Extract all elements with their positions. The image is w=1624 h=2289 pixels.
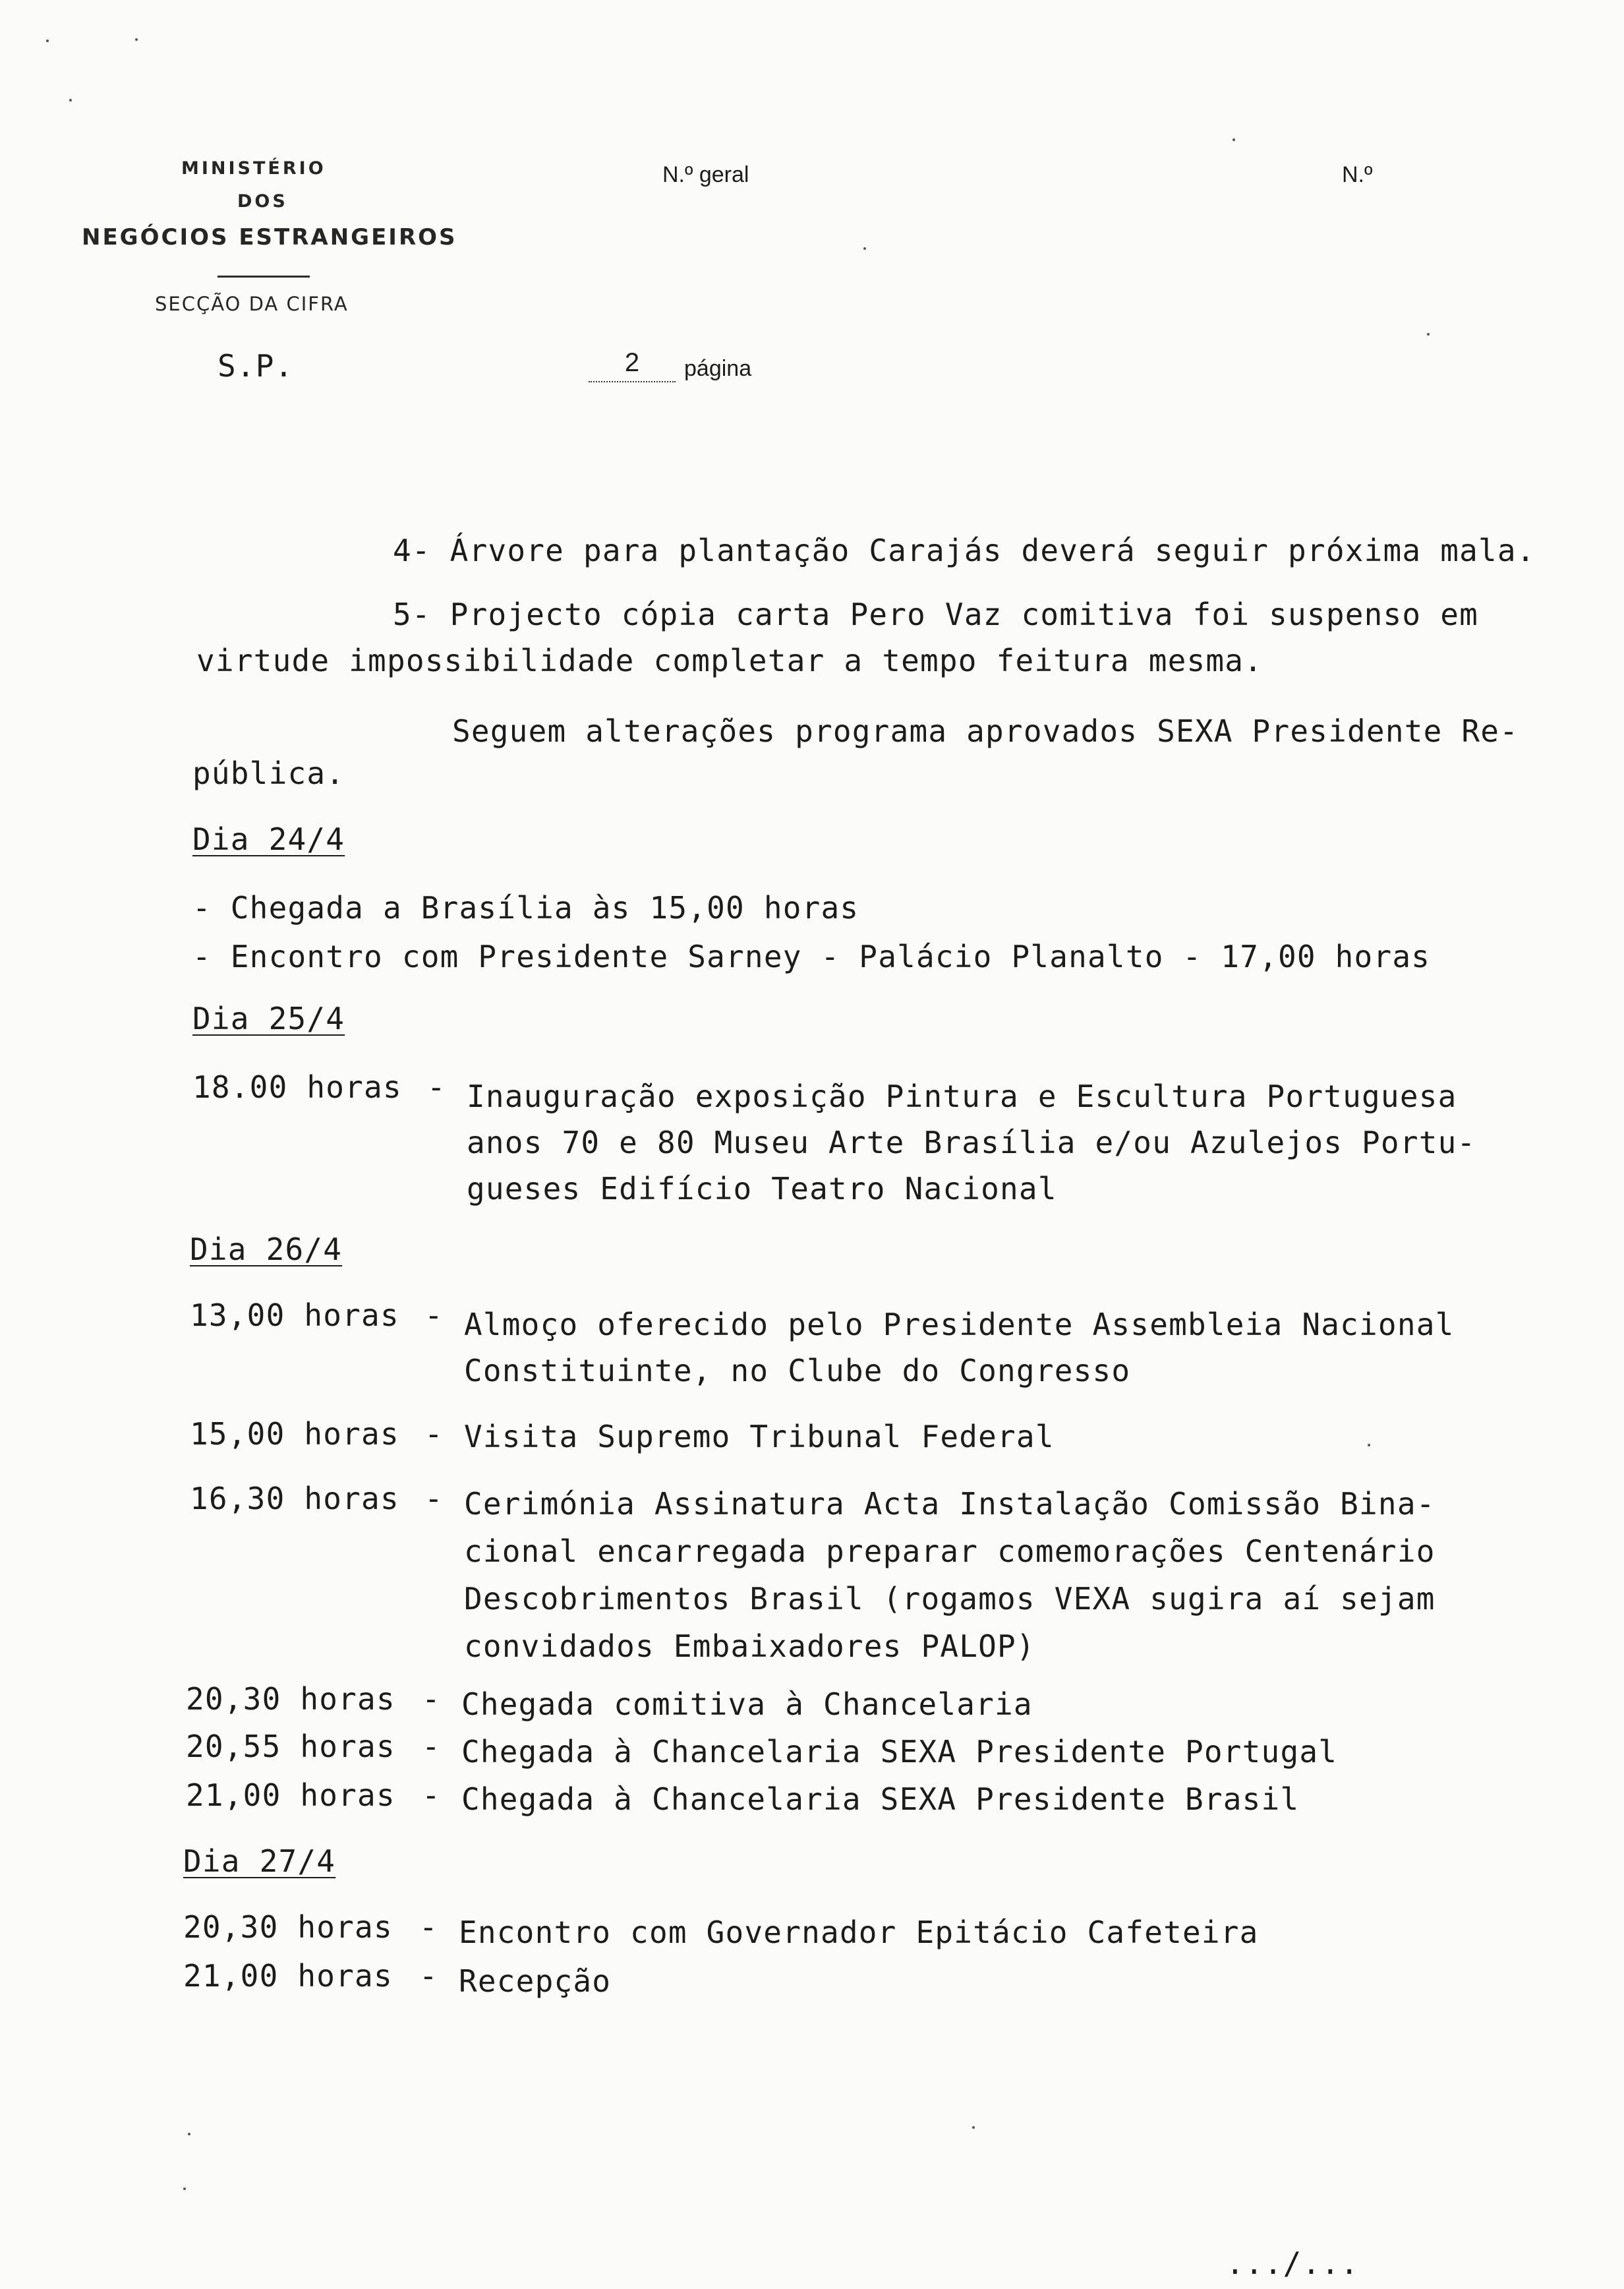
entry-dash: - (422, 1681, 441, 1717)
entry-text: Cerimónia Assinatura Acta Instalação Comissão Bina- (464, 1486, 1436, 1522)
entry-text: Inauguração exposição Pintura e Escultura Portuguesa (467, 1079, 1457, 1114)
entry-text: anos 70 e 80 Museu Arte Brasília e/ou Azulejos Portu- (467, 1125, 1476, 1160)
section-name: SECÇÃO DA CIFRA (155, 293, 349, 315)
entry-dash: - (419, 1909, 438, 1945)
ministry-line-1: MINISTÉRIO (181, 158, 326, 179)
entry-dash: - (422, 1729, 441, 1764)
page-number: 2 (624, 348, 640, 377)
item-4: 4- Árvore para plantação Carajás deverá seguir próxima mala. (393, 533, 1536, 568)
ministry-line-2: DOS (237, 191, 288, 212)
entry-dash: - (424, 1416, 444, 1452)
day-title: Dia 26/4 (190, 1232, 343, 1267)
page-number-field (589, 348, 676, 382)
entry-text: convidados Embaixadores PALOP) (464, 1628, 1035, 1664)
scan-speck (863, 247, 866, 250)
entry-text: Constituinte, no Clube do Congresso (464, 1353, 1131, 1388)
entry-time: 21,00 horas (183, 1958, 393, 1994)
entry-text: cional encarregada preparar comemorações Centenário (464, 1533, 1436, 1569)
entry-text: Recepção (459, 1963, 612, 1999)
entry-text: Almoço oferecido pelo Presidente Assembleia Nacional (464, 1307, 1455, 1342)
entry-time: 18.00 horas (192, 1069, 402, 1105)
scan-speck (1427, 333, 1430, 336)
scan-speck (69, 99, 72, 102)
origin-code: S.P. (218, 348, 294, 384)
day-title: Dia 27/4 (183, 1843, 336, 1879)
geral-label: N.º geral (662, 162, 749, 187)
number-label: N.º (1342, 162, 1373, 187)
schedule-line: - Encontro com Presidente Sarney - Palácio Planalto - 17,00 horas (192, 939, 1431, 974)
day-title: Dia 24/4 (192, 821, 345, 857)
entry-time: 16,30 horas (190, 1481, 399, 1516)
entry-dash: - (424, 1297, 444, 1333)
entry-dash: - (422, 1777, 441, 1813)
entry-time: 15,00 horas (190, 1416, 399, 1452)
scan-speck (1232, 138, 1235, 141)
scan-speck (1368, 1444, 1370, 1446)
scan-speck (135, 38, 138, 41)
entry-text: Encontro com Governador Epitácio Cafeteira (459, 1915, 1259, 1950)
schedule-line: - Chegada a Brasília às 15,00 horas (192, 890, 859, 926)
day-title: Dia 25/4 (192, 1001, 345, 1036)
scan-speck (972, 2126, 975, 2129)
entry-text: Visita Supremo Tribunal Federal (464, 1419, 1055, 1454)
entry-dash: - (419, 1958, 438, 1994)
entry-time: 13,00 horas (190, 1297, 399, 1333)
entry-text: gueses Edifício Teatro Nacional (467, 1171, 1057, 1206)
scan-speck (46, 40, 49, 42)
entry-time: 20,30 horas (186, 1681, 395, 1717)
page-label: página (684, 356, 752, 381)
scan-speck (188, 2133, 190, 2135)
item-5-line-1: 5- Projecto cópia carta Pero Vaz comitiva foi suspenso em (393, 597, 1478, 632)
entry-dash: - (427, 1069, 446, 1105)
letterhead-rule (218, 276, 310, 278)
entry-text: Chegada à Chancelaria SEXA Presidente Portugal (461, 1734, 1338, 1769)
entry-text: Descobrimentos Brasil (rogamos VEXA sugira aí sejam (464, 1581, 1436, 1617)
item-5-line-2: virtude impossibilidade completar a tempo feitura mesma. (196, 643, 1263, 678)
entry-time: 21,00 horas (186, 1777, 395, 1813)
entry-text: Chegada comitiva à Chancelaria (461, 1686, 1033, 1722)
continuation-mark: .../... (1226, 2245, 1360, 2281)
entry-text: Chegada à Chancelaria SEXA Presidente Brasil (461, 1781, 1300, 1817)
entry-dash: - (424, 1481, 444, 1516)
changes-line-1: Seguem alterações programa aprovados SEXA Presidente Re- (452, 713, 1519, 749)
entry-time: 20,55 horas (186, 1729, 395, 1764)
entry-time: 20,30 horas (183, 1909, 393, 1945)
scan-speck (183, 2187, 186, 2190)
changes-line-2: pública. (192, 756, 345, 791)
ministry-line-3: NEGÓCIOS ESTRANGEIROS (82, 224, 457, 251)
